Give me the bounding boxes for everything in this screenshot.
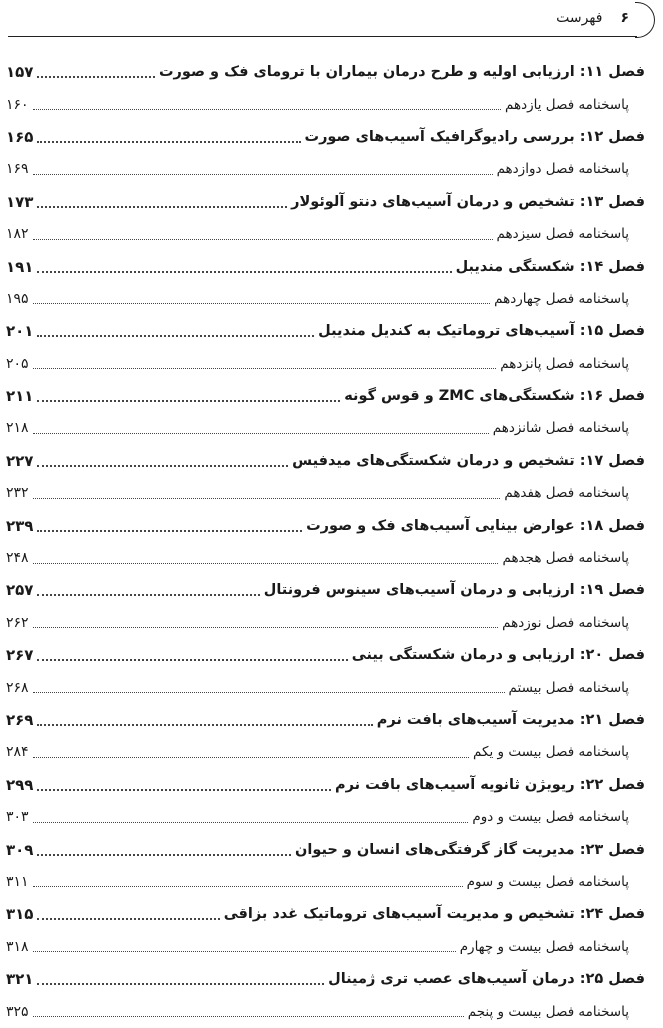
dot-leader: [37, 141, 300, 143]
toc-page-number: ۱۷۳: [6, 192, 34, 211]
toc-page-number: ۲۲۷: [6, 451, 34, 470]
toc-chapter-entry[interactable]: [6, 963, 645, 995]
toc-chapter-entry[interactable]: [6, 769, 645, 801]
toc-page-number: ۱۶۹: [6, 161, 29, 178]
toc-page-number: ۲۶۲: [6, 614, 29, 631]
toc-answer-entry[interactable]: [6, 866, 645, 898]
toc-answer-entry[interactable]: [6, 801, 645, 833]
toc-entry-title: پاسخنامه فصل چهاردهم: [494, 290, 629, 307]
toc-page-number: ۱۸۲: [6, 226, 29, 243]
toc-entry-title: فصل ۱۹: ارزیابی و درمان آسیب‌های سینوس فرونتال: [263, 582, 645, 599]
toc-answer-entry[interactable]: [6, 348, 645, 380]
toc-chapter-entry[interactable]: [6, 56, 645, 88]
toc-page-number: ۲۹۹: [6, 775, 34, 794]
toc-page-number: ۳۱۵: [6, 905, 34, 924]
dot-leader: [33, 239, 493, 240]
toc-page-number: ۲۸۴: [6, 744, 29, 761]
toc-entry-title: پاسخنامه فصل شانزدهم: [492, 420, 629, 437]
dot-leader: [33, 757, 469, 758]
toc-page-number: ۳۲۱: [6, 970, 34, 989]
dot-leader: [37, 594, 259, 596]
toc-entry-title: پاسخنامه فصل هجدهم: [502, 550, 629, 567]
dot-leader: [33, 951, 456, 952]
dot-leader: [33, 498, 501, 499]
running-header: [8, 2, 655, 38]
toc-entry-title: پاسخنامه فصل بیست و چهارم: [459, 938, 629, 955]
dot-leader: [37, 530, 302, 532]
toc-page-number: ۲۴۸: [6, 550, 29, 567]
toc-page-number: ۳۰۳: [6, 809, 29, 826]
toc-entry-title: فصل ۱۱: ارزیابی اولیه و طرح درمان بیماران با ترومای فک و صورت: [158, 64, 645, 81]
dot-leader: [37, 918, 219, 920]
toc-chapter-entry[interactable]: [6, 380, 645, 412]
toc-answer-entry[interactable]: [6, 153, 645, 185]
toc-page-number: ۳۰۹: [6, 840, 34, 859]
dot-leader: [33, 368, 497, 369]
header-rule: [8, 36, 637, 37]
dot-leader: [37, 400, 340, 402]
toc-chapter-entry[interactable]: [6, 121, 645, 153]
toc-page-number: ۳۱۸: [6, 938, 29, 955]
dot-leader: [37, 854, 291, 856]
dot-leader: [37, 724, 372, 726]
toc-page-number: ۳۱۱: [6, 873, 29, 890]
toc-chapter-entry[interactable]: [6, 898, 645, 930]
dot-leader: [33, 109, 501, 110]
toc-answer-entry[interactable]: [6, 542, 645, 574]
toc-entry-title: پاسخنامه فصل پانزدهم: [500, 355, 629, 372]
toc-entry-title: فصل ۲۴: تشخیص و مدیریت آسیب‌های تروماتیک غدد بزاقی: [223, 906, 645, 923]
toc-page-number: ۱۹۵: [6, 290, 29, 307]
toc-page-number: ۳۲۵: [6, 1003, 29, 1020]
dot-leader: [33, 627, 499, 628]
dot-leader: [33, 692, 505, 693]
toc-entry-title: فصل ۱۶: شکستگی‌های ZMC و قوس گونه: [344, 388, 645, 405]
toc-chapter-entry[interactable]: [6, 250, 645, 282]
header-title: فهرست: [556, 10, 603, 26]
toc-page-number: ۲۶۷: [6, 646, 34, 665]
toc-chapter-entry[interactable]: [6, 445, 645, 477]
toc-answer-entry[interactable]: [6, 283, 645, 315]
toc-entry-title: پاسخنامه فصل یازدهم: [504, 96, 629, 113]
toc-page-number: ۲۳۲: [6, 485, 29, 502]
dot-leader: [37, 271, 451, 273]
toc-entry-title: فصل ۱۷: تشخیص و درمان شکستگی‌های میدفیس: [292, 452, 645, 469]
toc-entry-title: فصل ۱۸: عوارض بینایی آسیب‌های فک و صورت: [306, 517, 645, 534]
dot-leader: [33, 1016, 464, 1017]
toc-page-number: ۲۵۷: [6, 581, 34, 600]
toc-entry-title: پاسخنامه فصل بیست و پنجم: [467, 1003, 629, 1020]
dot-leader: [37, 983, 324, 985]
toc-answer-entry[interactable]: [6, 931, 645, 963]
dot-leader: [33, 174, 493, 175]
toc-chapter-entry[interactable]: [6, 704, 645, 736]
toc-entry-title: پاسخنامه فصل بیست و دوم: [472, 809, 629, 826]
toc-page-number: ۲۰۵: [6, 355, 29, 372]
dot-leader: [37, 335, 314, 337]
toc-entry-title: پاسخنامه فصل سیزدهم: [496, 226, 629, 243]
header-text: [556, 10, 629, 26]
dot-leader: [37, 76, 155, 78]
dot-leader: [37, 659, 347, 661]
toc-chapter-entry[interactable]: [6, 509, 645, 541]
header-ornament: [635, 2, 655, 38]
toc-page-number: ۲۶۹: [6, 711, 34, 729]
toc-entry-title: فصل ۲۳: مدیریت گاز گرفتگی‌های انسان و حیوان: [295, 841, 645, 858]
toc-page-number: ۱۵۷: [6, 63, 34, 82]
dot-leader: [37, 789, 331, 791]
toc-entry-title: فصل ۲۰: ارزیابی و درمان شکستگی بینی: [351, 647, 645, 664]
toc-answer-entry[interactable]: [6, 477, 645, 509]
toc-entry-title: فصل ۱۴: شکستگی مندیبل: [455, 258, 645, 275]
toc-page-number: ۲۳۹: [6, 516, 34, 535]
toc-chapter-entry[interactable]: [6, 574, 645, 606]
dot-leader: [33, 303, 491, 304]
table-of-contents: [6, 56, 645, 1028]
toc-chapter-entry[interactable]: [6, 186, 645, 218]
dot-leader: [33, 563, 499, 564]
toc-entry-title: فصل ۱۵: آسیب‌های تروماتیک به کندیل مندیبل: [318, 323, 645, 340]
toc-answer-entry[interactable]: [6, 88, 645, 120]
toc-entry-title: پاسخنامه فصل دوازدهم: [496, 161, 629, 178]
toc-page-number: ۲۶۸: [6, 679, 29, 696]
toc-chapter-entry[interactable]: [6, 639, 645, 671]
dot-leader: [33, 433, 489, 434]
toc-page-number: ۲۰۱: [6, 322, 34, 341]
toc-entry-title: فصل ۲۲: ریویژن ثانویه آسیب‌های بافت نرم: [334, 776, 645, 793]
toc-entry-title: پاسخنامه فصل نوزدهم: [502, 614, 629, 631]
toc-chapter-entry[interactable]: [6, 833, 645, 865]
toc-entry-title: پاسخنامه فصل بیستم: [508, 679, 629, 696]
toc-entry-title: فصل ۱۳: تشخیص و درمان آسیب‌های دنتو آلوئولار: [291, 193, 645, 210]
toc-page-number: ۲۱۱: [6, 387, 34, 406]
toc-entry-title: پاسخنامه فصل بیست و سوم: [466, 873, 629, 890]
toc-page-number: ۱۶۰: [6, 96, 29, 113]
toc-entry-title: فصل ۱۲: بررسی رادیوگرافیک آسیب‌های صورت: [304, 128, 645, 145]
toc-page-number: ۲۱۸: [6, 420, 29, 437]
toc-answer-entry[interactable]: [6, 671, 645, 703]
toc-answer-entry[interactable]: [6, 218, 645, 250]
dot-leader: [37, 206, 287, 208]
toc-entry-title: پاسخنامه فصل هفدهم: [504, 485, 629, 502]
dot-leader: [37, 465, 288, 467]
toc-answer-entry[interactable]: [6, 412, 645, 444]
toc-entry-title: فصل ۲۱: مدیریت آسیب‌های بافت نرم: [376, 712, 645, 728]
toc-page-number: ۱۶۵: [6, 127, 34, 146]
toc-answer-entry[interactable]: [6, 607, 645, 639]
toc-entry-title: پاسخنامه فصل بیست و یکم: [473, 744, 629, 761]
toc-answer-entry[interactable]: [6, 736, 645, 768]
dot-leader: [33, 886, 463, 887]
toc-entry-title: فصل ۲۵: درمان آسیب‌های عصب تری ژمینال: [328, 971, 645, 988]
toc-chapter-entry[interactable]: [6, 315, 645, 347]
toc-page-number: ۱۹۱: [6, 257, 34, 276]
header-page-number: ۶: [620, 10, 629, 26]
dot-leader: [33, 822, 469, 823]
